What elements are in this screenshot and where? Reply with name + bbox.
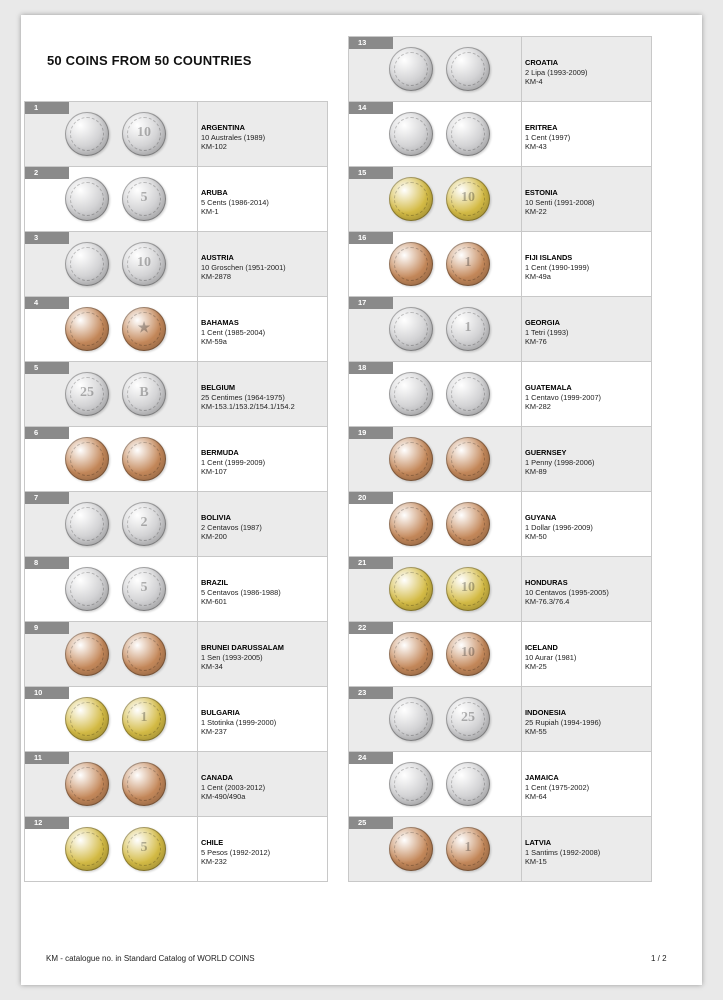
coin-denomination-mark: 1 [140, 710, 148, 725]
coin-info [201, 383, 295, 412]
coin-obverse-image [65, 242, 109, 286]
coin-country: ESTONIA [525, 188, 558, 197]
coin-info [201, 188, 269, 217]
coin-rim [70, 767, 104, 801]
coin-info [201, 578, 281, 607]
coin-info [201, 123, 265, 152]
coin-row [349, 232, 651, 297]
coin-rim [127, 637, 161, 671]
coin-country: CROATIA [525, 58, 559, 67]
page-title: 50 COINS FROM 50 COUNTRIES [47, 53, 252, 68]
coin-rim [70, 702, 104, 736]
coin-obverse-image [389, 242, 433, 286]
coin-obverse-image [389, 177, 433, 221]
coin-country: BAHAMAS [201, 318, 239, 327]
coin-row [25, 492, 327, 557]
coin-info [525, 643, 576, 672]
coin-row [349, 362, 651, 427]
coin-denomination: 1 Cent (1997) [525, 132, 571, 142]
coin-denomination: 25 Centimes (1964-1975) [201, 392, 285, 402]
coin-denomination: 25 Rupiah (1994-1996) [525, 717, 602, 727]
coin-denomination: 10 Aurar (1981) [525, 652, 577, 662]
coin-country: GEORGIA [525, 318, 560, 327]
coin-denomination: 10 Senti (1991-2008) [525, 197, 595, 207]
coin-rim [70, 507, 104, 541]
coin-reverse-image [122, 112, 166, 156]
coin-denomination-mark: B [139, 385, 149, 400]
coin-km-number: KM-50 [525, 532, 547, 542]
coin-rim [451, 52, 485, 86]
coin-rim [394, 247, 428, 281]
row-divider [197, 622, 198, 686]
row-divider [197, 687, 198, 751]
coin-denomination-mark: 1 [464, 320, 472, 335]
coin-rim [394, 312, 428, 346]
coin-row [349, 817, 651, 882]
coin-km-number: KM-49a [525, 272, 551, 282]
coin-obverse-image [65, 502, 109, 546]
coin-info [525, 838, 600, 867]
coin-denomination-mark: 5 [140, 580, 148, 595]
coin-denomination-mark: 5 [140, 190, 148, 205]
coin-number-tab: 1 [25, 102, 69, 114]
coin-obverse-image [65, 177, 109, 221]
coin-country: CHILE [201, 838, 224, 847]
coin-denomination-mark: 10 [461, 580, 475, 595]
coin-country: HONDURAS [525, 578, 568, 587]
row-divider [197, 297, 198, 361]
coin-row [25, 297, 327, 362]
coin-number-tab: 13 [349, 37, 393, 49]
coin-info [201, 643, 284, 672]
coin-km-number: KM-102 [201, 142, 227, 152]
coin-row [25, 752, 327, 817]
coin-obverse-image [389, 567, 433, 611]
coin-rim [70, 117, 104, 151]
coin-number-tab: 9 [25, 622, 69, 634]
coin-obverse-image [389, 372, 433, 416]
row-divider [197, 102, 198, 166]
coin-denomination: 5 Cents (1986-2014) [201, 197, 269, 207]
coin-rim [394, 637, 428, 671]
coin-denomination: 1 Penny (1998-2006) [525, 457, 595, 467]
coin-row [349, 427, 651, 492]
coin-reverse-image [446, 112, 490, 156]
coin-column-left [24, 101, 328, 882]
footer-note: KM - catalogue no. in Standard Catalog of WORLD COINS [46, 954, 255, 963]
coin-denomination: 1 Cent (1985-2004) [201, 327, 266, 337]
coin-obverse-image [389, 697, 433, 741]
coin-info [525, 58, 587, 87]
coin-denomination: 1 Santims (1992-2008) [525, 847, 601, 857]
row-divider [197, 167, 198, 231]
coin-denomination: 1 Stotinka (1999-2000) [201, 717, 277, 727]
coin-number-tab: 21 [349, 557, 393, 569]
coin-info [525, 318, 568, 347]
coin-rim [394, 767, 428, 801]
coin-rim [127, 767, 161, 801]
coin-rim [70, 442, 104, 476]
coin-row [349, 622, 651, 687]
coin-row [25, 232, 327, 297]
coin-number-tab: 3 [25, 232, 69, 244]
row-divider [197, 427, 198, 491]
coin-obverse-image [65, 827, 109, 871]
coin-km-number: KM-1 [201, 207, 219, 217]
coin-number-tab: 25 [349, 817, 393, 829]
coin-row [25, 622, 327, 687]
coin-obverse-image [389, 437, 433, 481]
coin-number-tab: 5 [25, 362, 69, 374]
coin-column-right [348, 36, 652, 882]
coin-km-number: KM-601 [201, 597, 227, 607]
coin-obverse-image [65, 567, 109, 611]
row-divider [197, 752, 198, 816]
coin-info [201, 773, 265, 802]
coin-rim [394, 52, 428, 86]
coin-km-number: KM-232 [201, 857, 227, 867]
coin-info [525, 383, 601, 412]
coin-denomination-mark: 10 [461, 190, 475, 205]
coin-obverse-image [65, 307, 109, 351]
coin-info [201, 838, 270, 867]
coin-rim [394, 182, 428, 216]
coin-number-tab: 18 [349, 362, 393, 374]
coin-country: BRAZIL [201, 578, 229, 587]
row-divider [521, 232, 522, 296]
coin-row [349, 37, 651, 102]
coin-country: ERITREA [525, 123, 558, 132]
coin-number-tab: 11 [25, 752, 69, 764]
coin-km-number: KM-107 [201, 467, 227, 477]
coin-denomination-mark: 5 [140, 840, 148, 855]
coin-rim [70, 312, 104, 346]
coin-rim [394, 702, 428, 736]
coin-obverse-image [65, 112, 109, 156]
coin-info [201, 708, 276, 737]
row-divider [521, 622, 522, 686]
coin-number-tab: 17 [349, 297, 393, 309]
coin-obverse-image [65, 632, 109, 676]
coin-obverse-image [65, 437, 109, 481]
coin-number-tab: 23 [349, 687, 393, 699]
coin-number-tab: 14 [349, 102, 393, 114]
coin-km-number: KM-153.1/153.2/154.1/154.2 [201, 402, 295, 412]
coin-km-number: KM-89 [525, 467, 547, 477]
coin-km-number: KM-22 [525, 207, 547, 217]
page-number: 1 / 2 [651, 954, 667, 963]
coin-reverse-image [446, 242, 490, 286]
coin-denomination: 5 Centavos (1986-1988) [201, 587, 281, 597]
coin-denomination: 1 Cent (1975-2002) [525, 782, 590, 792]
coin-row [349, 167, 651, 232]
row-divider [521, 102, 522, 166]
coin-rim [394, 832, 428, 866]
coin-info [525, 513, 593, 542]
coin-info [525, 578, 609, 607]
coin-number-tab: 2 [25, 167, 69, 179]
coin-reverse-image [122, 307, 166, 351]
coin-info [525, 253, 589, 282]
coin-info [201, 253, 286, 282]
coin-reverse-image [446, 437, 490, 481]
coin-reverse-image [446, 502, 490, 546]
row-divider [197, 362, 198, 426]
coin-denomination-mark: 2 [140, 515, 148, 530]
coin-reverse-image [122, 372, 166, 416]
coin-km-number: KM-490/490a [201, 792, 246, 802]
coin-km-number: KM-15 [525, 857, 547, 867]
coin-info [525, 188, 594, 217]
coin-row [25, 167, 327, 232]
coin-number-tab: 15 [349, 167, 393, 179]
coin-row [349, 492, 651, 557]
coin-denomination: 10 Australes (1989) [201, 132, 266, 142]
coin-country: BELGIUM [201, 383, 236, 392]
coin-country: ICELAND [525, 643, 558, 652]
coin-reverse-image [446, 177, 490, 221]
coin-rim [394, 507, 428, 541]
coin-info [525, 708, 601, 737]
coin-rim [70, 247, 104, 281]
coin-obverse-image [389, 762, 433, 806]
coin-reverse-image [122, 827, 166, 871]
coin-country: JAMAICA [525, 773, 559, 782]
coin-denomination: 2 Centavos (1987) [201, 522, 262, 532]
coin-country: INDONESIA [525, 708, 567, 717]
coin-info [201, 448, 265, 477]
coin-obverse-image [389, 502, 433, 546]
coin-rim [451, 442, 485, 476]
coin-rim [70, 572, 104, 606]
coin-reverse-image [122, 502, 166, 546]
coin-km-number: KM-25 [525, 662, 547, 672]
coin-row [349, 557, 651, 622]
coin-denomination: 1 Cent (2003-2012) [201, 782, 266, 792]
row-divider [521, 492, 522, 556]
coin-denomination-mark: 10 [461, 645, 475, 660]
coin-number-tab: 19 [349, 427, 393, 439]
coin-denomination-mark: 1 [464, 840, 472, 855]
coin-country: ARGENTINA [201, 123, 245, 132]
row-divider [521, 557, 522, 621]
coin-km-number: KM-43 [525, 142, 547, 152]
coin-reverse-image [122, 762, 166, 806]
coin-reverse-image [122, 177, 166, 221]
coin-country: CANADA [201, 773, 234, 782]
coin-number-tab: 6 [25, 427, 69, 439]
coin-km-number: KM-64 [525, 792, 547, 802]
coin-info [525, 123, 570, 152]
coin-country: GUERNSEY [525, 448, 567, 457]
coin-reverse-image [446, 827, 490, 871]
coin-rim [70, 182, 104, 216]
coin-km-number: KM-59a [201, 337, 227, 347]
row-divider [521, 37, 522, 101]
row-divider [197, 557, 198, 621]
coin-obverse-image [65, 697, 109, 741]
coin-obverse-image [389, 307, 433, 351]
coin-country: LATVIA [525, 838, 552, 847]
row-divider [521, 817, 522, 881]
row-divider [521, 167, 522, 231]
coin-info [525, 773, 589, 802]
coin-row [25, 557, 327, 622]
coin-country: ARUBA [201, 188, 228, 197]
coin-row [349, 102, 651, 167]
coin-denomination: 10 Centavos (1995-2005) [525, 587, 609, 597]
coin-obverse-image [389, 632, 433, 676]
row-divider [197, 817, 198, 881]
coin-denomination: 2 Lipa (1993-2009) [525, 67, 588, 77]
coin-denomination: 1 Sen (1993-2005) [201, 652, 263, 662]
coin-row [349, 687, 651, 752]
coin-country: BULGARIA [201, 708, 241, 717]
coin-number-tab: 20 [349, 492, 393, 504]
coin-km-number: KM-55 [525, 727, 547, 737]
coin-rim [394, 377, 428, 411]
coin-country: BOLIVIA [201, 513, 231, 522]
coin-reverse-image [446, 307, 490, 351]
coin-reverse-image [122, 632, 166, 676]
row-divider [197, 492, 198, 556]
coin-number-tab: 8 [25, 557, 69, 569]
coin-number-tab: 12 [25, 817, 69, 829]
coin-rim [451, 767, 485, 801]
coin-km-number: KM-2878 [201, 272, 231, 282]
row-divider [521, 297, 522, 361]
coin-rim [394, 442, 428, 476]
coin-denomination-mark: 10 [137, 255, 151, 270]
coin-obverse-image [65, 372, 109, 416]
coin-row [349, 297, 651, 362]
coin-km-number: KM-34 [201, 662, 223, 672]
coin-row [25, 427, 327, 492]
coin-denomination-mark: 10 [137, 125, 151, 140]
coin-rim [127, 442, 161, 476]
row-divider [521, 752, 522, 816]
coin-reverse-image [446, 567, 490, 611]
row-divider [197, 232, 198, 296]
coin-denomination-mark: 1 [464, 255, 472, 270]
coin-reverse-image [122, 242, 166, 286]
coin-denomination: 1 Cent (1999-2009) [201, 457, 266, 467]
coin-number-tab: 4 [25, 297, 69, 309]
coin-reverse-image [122, 697, 166, 741]
coin-rim [451, 117, 485, 151]
coin-country: FIJI ISLANDS [525, 253, 573, 262]
coin-number-tab: 10 [25, 687, 69, 699]
coin-km-number: KM-200 [201, 532, 227, 542]
coin-row [25, 817, 327, 882]
coin-row [25, 102, 327, 167]
coin-number-tab: 22 [349, 622, 393, 634]
coin-number-tab: 24 [349, 752, 393, 764]
coin-obverse-image [65, 762, 109, 806]
coin-km-number: KM-76 [525, 337, 547, 347]
coin-rim [70, 637, 104, 671]
coin-reverse-image [446, 47, 490, 91]
coin-info [201, 318, 265, 347]
coin-rim [394, 117, 428, 151]
coin-denomination-mark: ★ [137, 321, 151, 336]
coin-denomination: 1 Tetri (1993) [525, 327, 569, 337]
coin-km-number: KM-4 [525, 77, 543, 87]
coin-denomination-mark: 25 [461, 710, 475, 725]
coin-denomination: 1 Dollar (1996-2009) [525, 522, 593, 532]
coin-denomination: 1 Centavo (1999-2007) [525, 392, 602, 402]
row-divider [521, 687, 522, 751]
coin-country: BRUNEI DARUSSALAM [201, 643, 284, 652]
coin-country: BERMUDA [201, 448, 239, 457]
coin-row [25, 362, 327, 427]
coin-rim [70, 832, 104, 866]
coin-denomination: 5 Pesos (1992-2012) [201, 847, 271, 857]
coin-obverse-image [389, 827, 433, 871]
coin-reverse-image [446, 697, 490, 741]
coin-number-tab: 7 [25, 492, 69, 504]
coin-km-number: KM-76.3/76.4 [525, 597, 570, 607]
coin-km-number: KM-282 [525, 402, 551, 412]
coin-reverse-image [122, 437, 166, 481]
coin-obverse-image [389, 47, 433, 91]
coin-reverse-image [446, 372, 490, 416]
coin-obverse-image [389, 112, 433, 156]
coin-reverse-image [122, 567, 166, 611]
coin-row [25, 687, 327, 752]
coin-country: GUATEMALA [525, 383, 572, 392]
coin-rim [394, 572, 428, 606]
coin-row [349, 752, 651, 817]
coin-country: GUYANA [525, 513, 557, 522]
coin-number-tab: 16 [349, 232, 393, 244]
coin-info [201, 513, 262, 542]
coin-reverse-image [446, 632, 490, 676]
coin-km-number: KM-237 [201, 727, 227, 737]
coin-rim [451, 377, 485, 411]
coin-rim [451, 507, 485, 541]
row-divider [521, 427, 522, 491]
coin-denomination: 10 Groschen (1951-2001) [201, 262, 286, 272]
coin-reverse-image [446, 762, 490, 806]
coin-denomination: 1 Cent (1990-1999) [525, 262, 590, 272]
coin-country: AUSTRIA [201, 253, 234, 262]
coin-info [525, 448, 594, 477]
row-divider [521, 362, 522, 426]
coin-denomination-mark: 25 [80, 385, 94, 400]
